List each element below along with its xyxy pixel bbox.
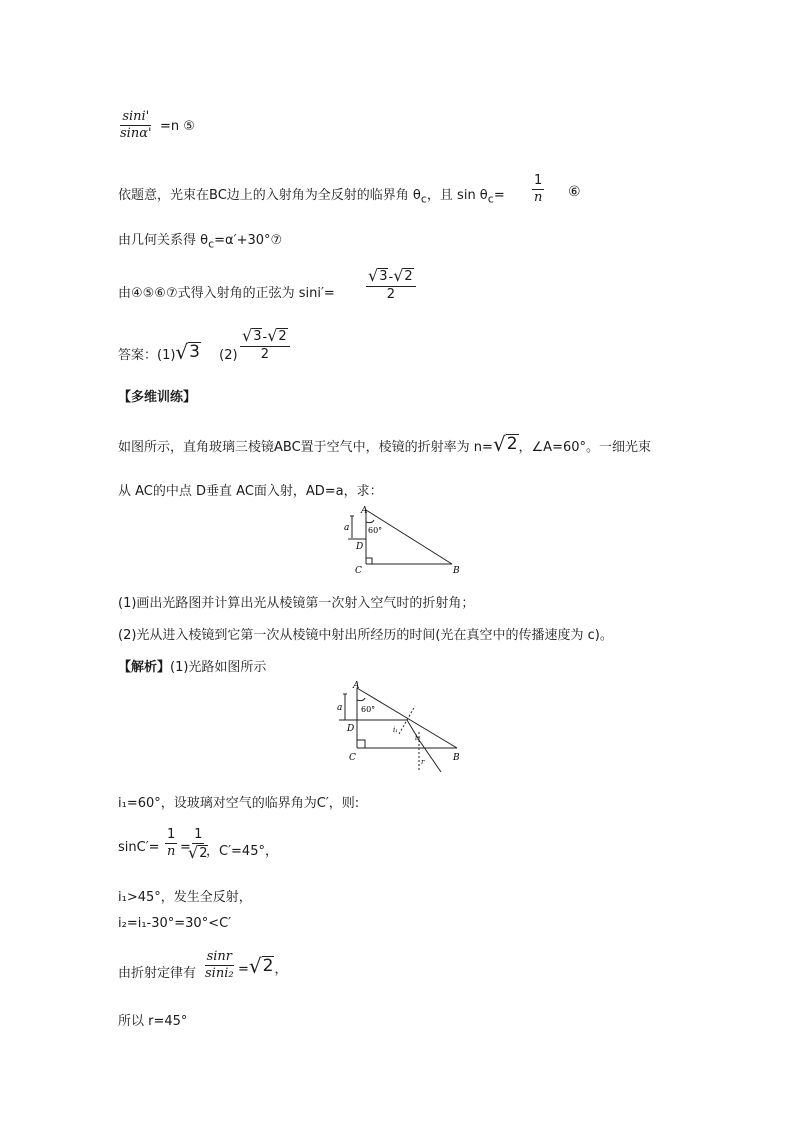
fraction-denominator: 2 <box>260 347 269 362</box>
radical: √ 2 <box>393 266 413 285</box>
label-b-vertex: B <box>453 566 460 576</box>
subscript-c: c <box>487 192 494 206</box>
label-d-point: D <box>356 542 364 552</box>
radicand: 2 <box>404 269 413 284</box>
refraction-law-prefix: 由折射定律有 <box>118 966 197 981</box>
subscript-c: c <box>208 237 215 251</box>
label-b-vertex: B <box>453 753 460 763</box>
radical: √ 2 <box>492 432 518 456</box>
equals: = <box>238 962 249 977</box>
label-angle-60: 60° <box>368 526 383 535</box>
radical: √ 2 <box>267 326 287 345</box>
fraction-sinr-over-sini2 <box>203 950 236 981</box>
fraction-denominator: n <box>167 844 176 859</box>
question-2: (2)光从进入棱镜到它第一次从棱镜中射出所经历的时间(光在真空中的传播速度为 c)。 <box>118 628 613 643</box>
radicand: 2 <box>199 846 208 861</box>
figure-prism-1 <box>340 502 464 576</box>
label-i1: i₁ <box>393 726 399 734</box>
label-c-vertex: C <box>355 566 362 576</box>
right-angle-mark <box>366 558 372 564</box>
problem-line-2: 从 AC的中点 D垂直 AC面入射，AD=a，求： <box>118 484 383 499</box>
fraction-denominator: sini₂ <box>205 966 234 981</box>
equation-5-rest: =n ⑤ <box>160 119 195 134</box>
radicand: 3 <box>253 329 262 344</box>
fraction-sini-over-sinalpha <box>118 110 154 141</box>
label-a-vertex: A <box>361 506 368 516</box>
side-ab <box>357 688 457 748</box>
answer-line <box>118 342 238 363</box>
fraction-numerator: 1 <box>167 827 176 842</box>
radicand: 2 <box>262 956 274 976</box>
equals: = <box>180 840 191 855</box>
answer-part-2-label: (2) <box>219 348 238 363</box>
fraction-denominator: n <box>534 190 543 205</box>
paragraph-critical-angle <box>118 184 505 206</box>
paragraph-geometry <box>118 229 282 251</box>
fraction-denominator: 2 <box>386 287 395 302</box>
label-a-length: a <box>344 523 350 533</box>
paragraph-result: 由④⑤⑥⑦式得入射角的正弦为 sini′= <box>118 286 335 301</box>
text-sin-theta: ，且 sin θ <box>426 188 488 203</box>
question-1: (1)画出光路图并计算出光从棱镜第一次射入空气时的折射角； <box>118 596 475 611</box>
fraction-numerator: 1 <box>194 827 203 842</box>
right-angle-mark <box>357 740 365 748</box>
radical: √ 2 <box>248 954 274 978</box>
label-r: r <box>421 758 425 766</box>
analysis-text: (1)光路如图所示 <box>170 660 267 675</box>
refraction-law-rhs <box>238 956 288 977</box>
fraction-one-over-n <box>532 174 544 205</box>
paragraph-total-reflection: i₁>45°，发生全反射， <box>118 890 252 905</box>
side-ab <box>366 510 452 564</box>
label-angle-60: 60° <box>361 705 376 714</box>
equation-number-6: ⑥ <box>568 184 581 200</box>
light-ray-out <box>419 740 441 772</box>
fraction-denominator: sinα' <box>120 126 152 141</box>
fraction-sqrt3-minus-sqrt2-over-2 <box>366 268 416 302</box>
paragraph-i2: i₂=i₁-30°=30°<C′ <box>118 916 232 931</box>
radical: √ 3 <box>242 326 262 345</box>
subscript-c: c <box>420 192 427 206</box>
section-title: 【多维训练】 <box>118 390 197 405</box>
figure-prism-2-light-path <box>335 676 465 772</box>
text: 由几何关系得 θ <box>118 233 209 248</box>
fraction-numerator: 1 <box>534 173 543 188</box>
answer-label: 答案：(1) <box>118 348 176 363</box>
paragraph-r: 所以 r=45° <box>118 1014 188 1029</box>
text: 依题意，光束在BC边上的入射角为全反射的临界角 θ <box>118 188 421 203</box>
text: ，∠A=60°。一细光束 <box>518 440 651 455</box>
fraction-numerator: sinr <box>206 949 232 964</box>
sinC-suffix: ，C′=45°， <box>206 844 278 859</box>
angle-arc <box>357 698 365 701</box>
text: =α′+30°⑦ <box>214 233 283 248</box>
equals: = <box>493 188 505 203</box>
analysis-line <box>118 656 266 675</box>
analysis-tag: 【解析】 <box>118 660 171 675</box>
radicand: 2 <box>278 329 287 344</box>
label-a-length: a <box>337 703 343 713</box>
radicand: 3 <box>379 269 388 284</box>
fraction-numerator: sini' <box>122 109 150 124</box>
paragraph-i1: i₁=60°，设玻璃对空气的临界角为C′，则: <box>118 796 360 811</box>
text: 如图所示，直角玻璃三棱镜ABC置于空气中，棱镜的折射率为 n= <box>118 440 493 455</box>
angle-arc <box>366 520 374 523</box>
problem-line-1 <box>118 434 651 455</box>
radicand: 2 <box>506 434 518 454</box>
label-a-vertex: A <box>353 681 360 691</box>
minus: - <box>388 270 394 285</box>
minus: - <box>262 330 268 345</box>
label-i2: i₂ <box>415 734 421 742</box>
fraction-answer-2 <box>240 328 290 362</box>
comma: ， <box>274 962 288 977</box>
sinC-prefix: sinC′= <box>118 840 160 855</box>
fraction-one-over-n <box>165 828 177 859</box>
label-d-point: D <box>347 724 355 734</box>
radicand: 3 <box>189 342 200 362</box>
radical: √ 3 <box>175 340 200 364</box>
fraction-numerator <box>366 268 416 287</box>
fraction-numerator <box>240 328 290 347</box>
label-c-vertex: C <box>349 753 356 763</box>
radical: √ 3 <box>368 266 388 285</box>
radical: √ 2 <box>188 843 208 862</box>
